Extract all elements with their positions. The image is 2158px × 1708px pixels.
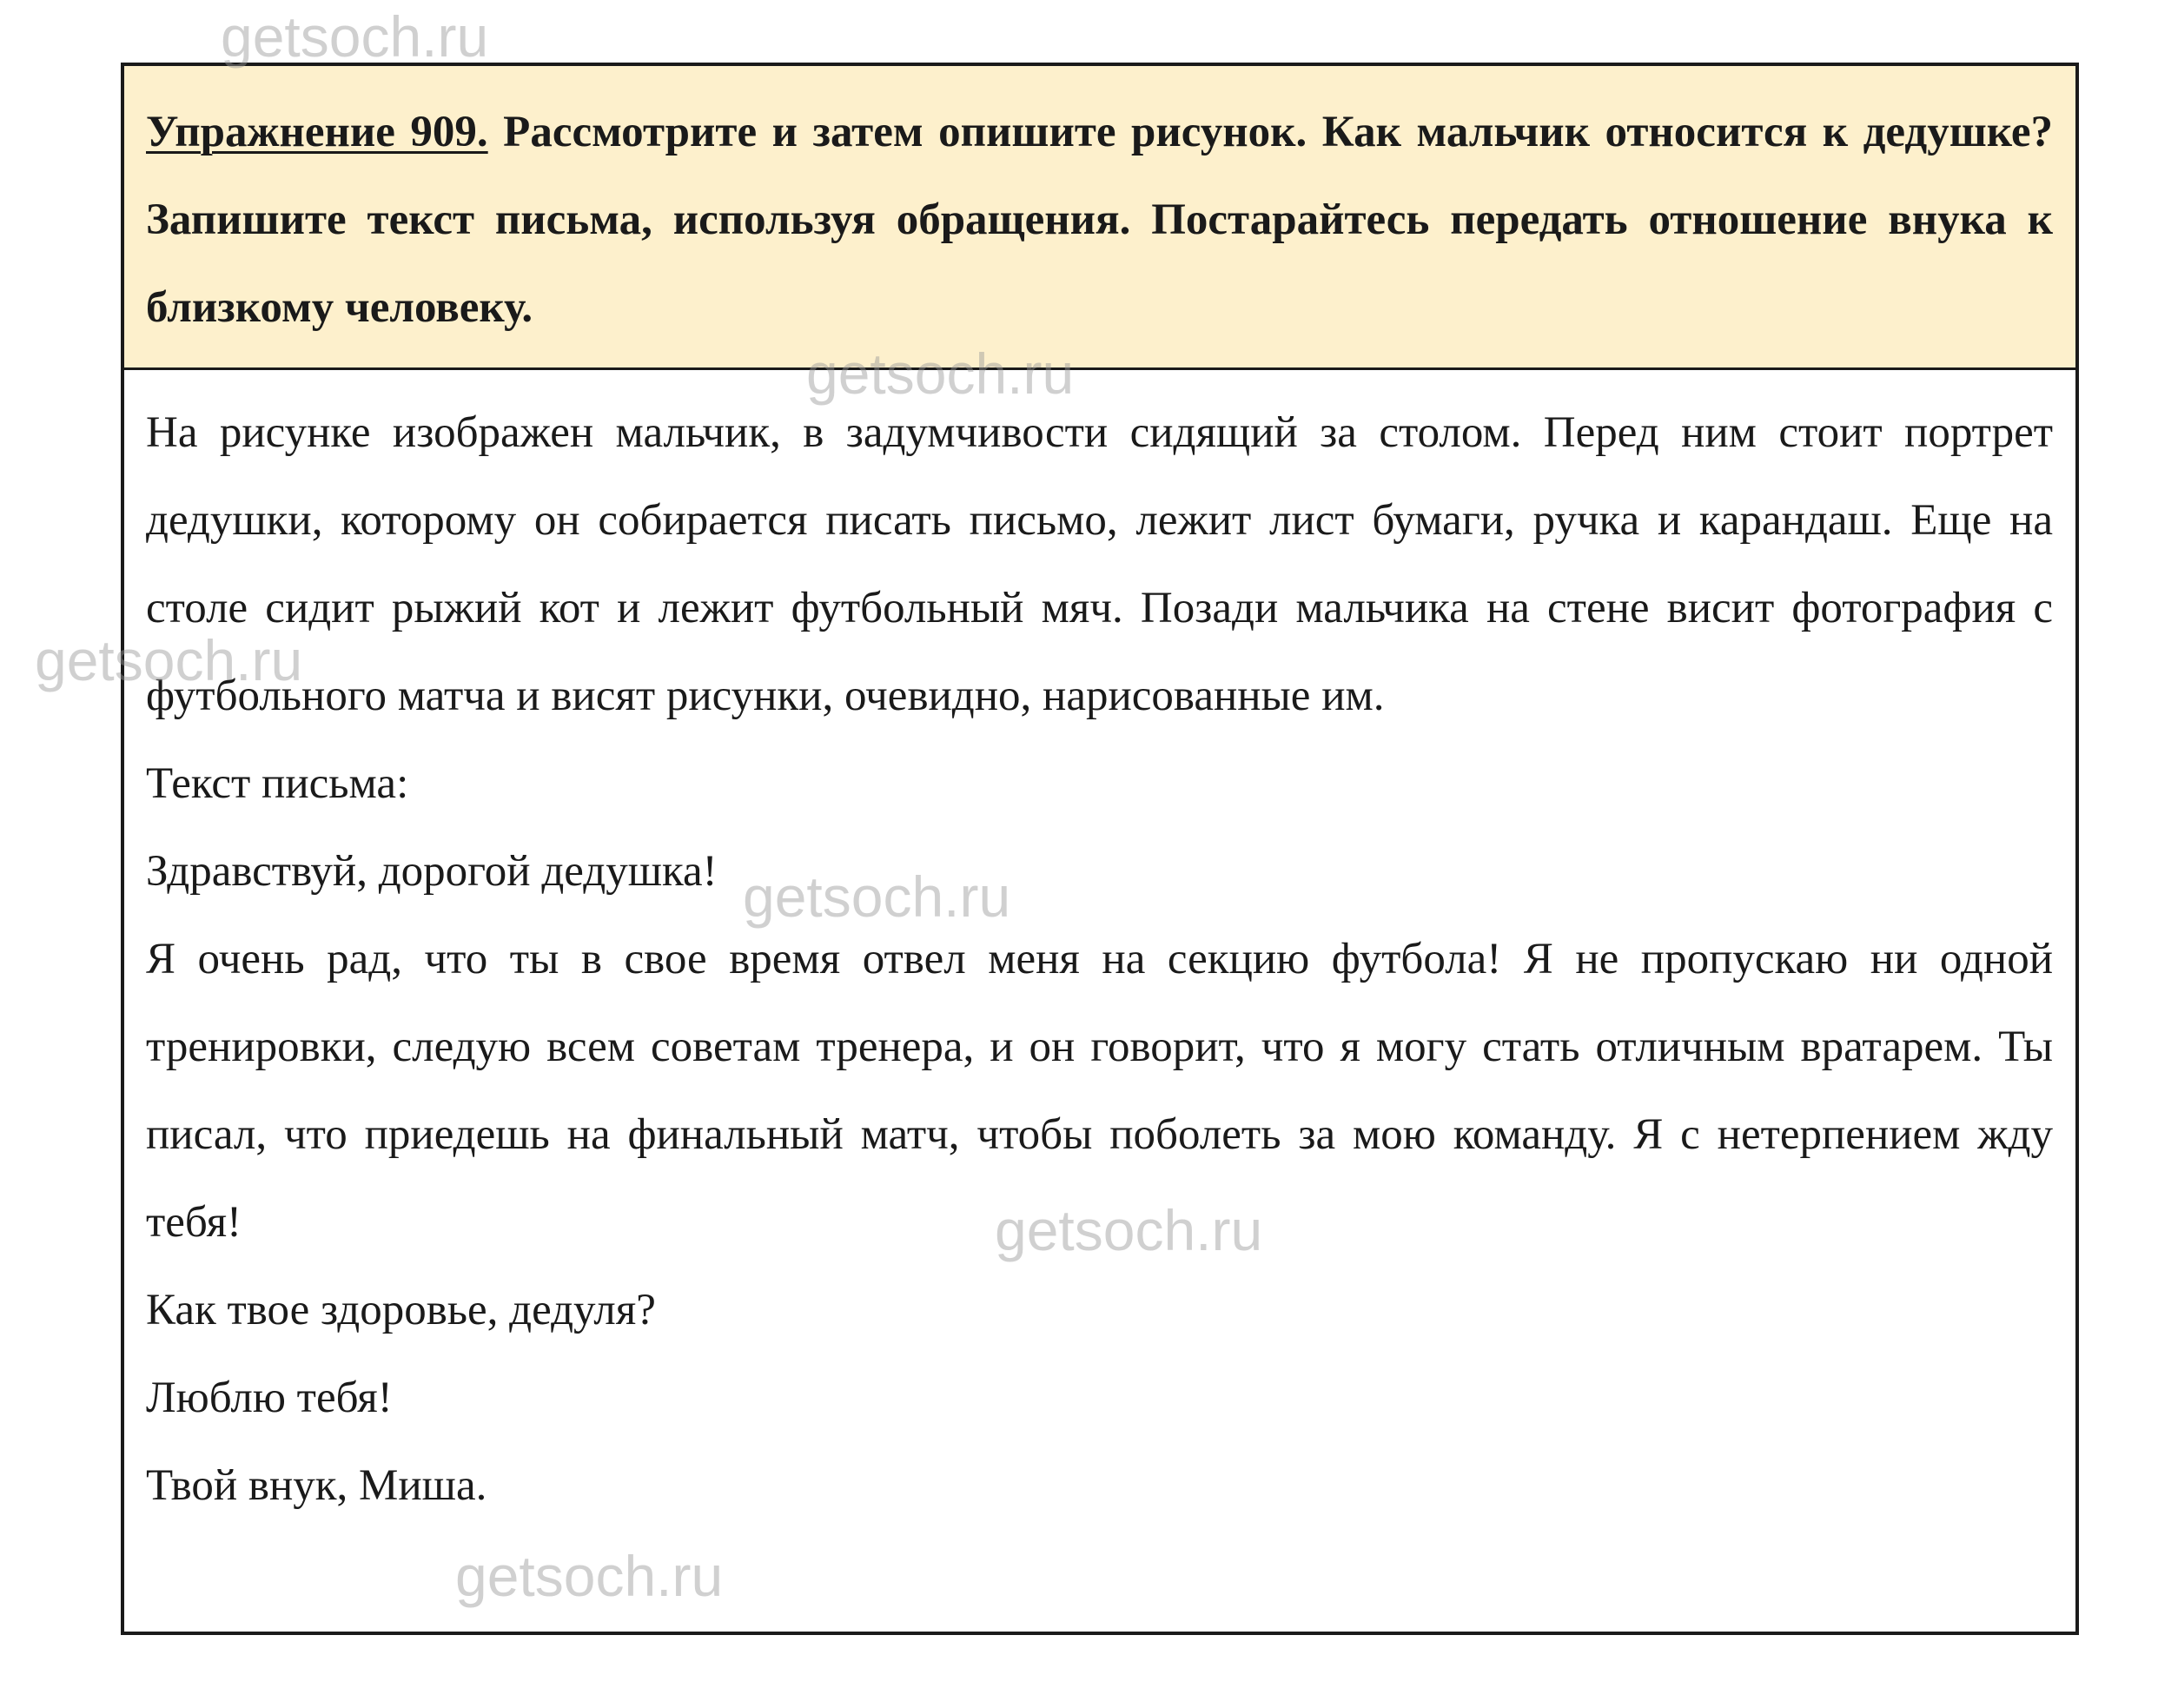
letter-body: Я очень рад, что ты в свое время отвел меня на секцию футбола! Я не пропускаю ни одной тренировки, следую всем советам тренера, и он говорит, что я могу стать отличным вратарем. Ты писал, что приедешь на финальный матч, чтобы поболеть за мою команду. Я с нетерпением жду тебя! [146,935,2053,1247]
answer-box [124,370,2075,1530]
task-text: Рассмотрите и затем опишите рисунок. Как мальчик относится к дедушке? Запишите текст письма, используя обращения. Постарайтесь передать отношение внука к близкому человеку. [146,108,2054,332]
watermark: getsoch.ru [743,864,1011,929]
letter-heading: Текст письма: [146,759,409,808]
exercise-number: Упражнение 909. [146,108,488,156]
watermark: getsoch.ru [995,1198,1263,1262]
watermark: getsoch.ru [35,628,303,692]
letter-question: Как твое здоровье, дедуля? [146,1286,656,1334]
task-paragraph [146,89,2053,352]
watermark: getsoch.ru [806,341,1075,406]
watermark: getsoch.ru [455,1544,724,1608]
answer-description: На рисунке изображен мальчик, в задумчивости сидящий за столом. Перед ним стоит портрет дедушки, которому он собирается писать письмо, лежит лист бумаги, ручка и карандаш. Еще на столе сидит рыжий кот и лежит футбольный мяч. Позади мальчика на стене висит фотография с футбольного матча и висят рисунки, очевидно, нарисованные им. [146,408,2053,720]
letter-signature: Твой внук, Миша. [146,1461,487,1510]
task-box [124,66,2075,370]
watermark: getsoch.ru [221,4,489,69]
letter-closing: Люблю тебя! [146,1374,393,1422]
exercise-frame [121,63,2079,1635]
letter-greeting: Здравствуй, дорогой дедушка! [146,847,718,896]
